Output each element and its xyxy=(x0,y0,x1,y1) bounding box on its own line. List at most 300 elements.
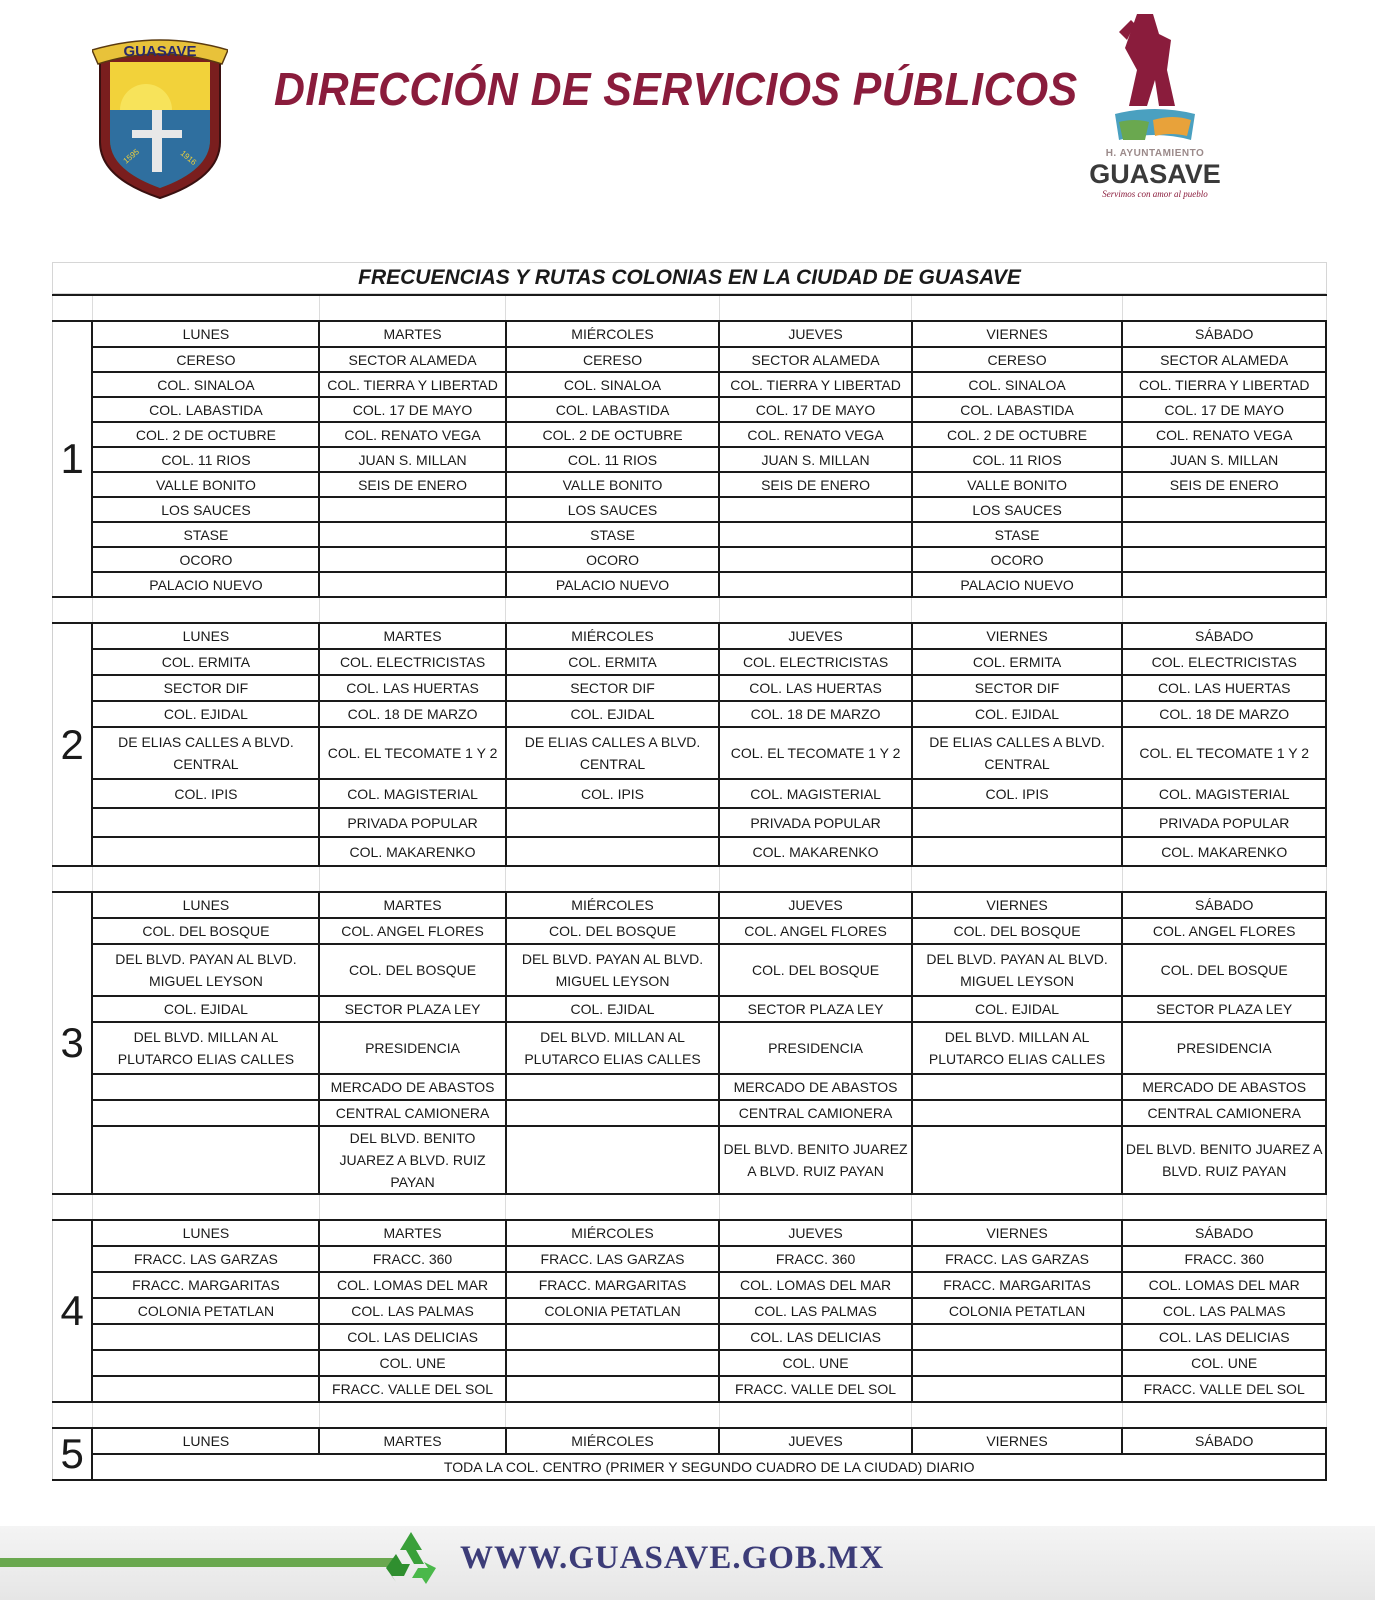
route-cell xyxy=(1122,497,1326,522)
day-header: JUEVES xyxy=(719,1428,911,1454)
route-cell: FRACC. 360 xyxy=(1122,1246,1326,1272)
route-cell: DEL BLVD. MILLAN AL PLUTARCO ELIAS CALLES xyxy=(92,1022,319,1074)
route-cell xyxy=(319,522,505,547)
day-header: SÁBADO xyxy=(1122,623,1326,649)
day-header: MIÉRCOLES xyxy=(506,321,720,347)
route-cell xyxy=(92,1324,319,1350)
spacer-cell xyxy=(719,1402,911,1428)
route-cell: COL. IPIS xyxy=(506,779,720,808)
spacer-cell xyxy=(912,1402,1123,1428)
route-cell: FRACC. MARGARITAS xyxy=(912,1272,1123,1298)
route-cell: COL. ELECTRICISTAS xyxy=(719,649,911,675)
spacer-cell xyxy=(1122,1402,1326,1428)
spacer-cell xyxy=(506,866,720,892)
day-header: VIERNES xyxy=(912,623,1123,649)
route-cell: SEIS DE ENERO xyxy=(719,472,911,497)
route-cell: COL. ELECTRICISTAS xyxy=(319,649,505,675)
route-cell xyxy=(92,808,319,837)
route-cell: COL. 18 DE MARZO xyxy=(719,701,911,727)
table-row xyxy=(53,701,1327,727)
day-header: LUNES xyxy=(92,892,319,918)
table-row xyxy=(53,918,1327,944)
table-row xyxy=(53,779,1327,808)
route-cell: COL. IPIS xyxy=(92,779,319,808)
route-cell: COL. 11 RIOS xyxy=(912,447,1123,472)
day-header: VIERNES xyxy=(912,321,1123,347)
route-cell: COL. 11 RIOS xyxy=(506,447,720,472)
route-cell: SECTOR DIF xyxy=(506,675,720,701)
day-header: LUNES xyxy=(92,1220,319,1246)
table-row xyxy=(53,1074,1327,1100)
route-cell: FRACC. LAS GARZAS xyxy=(506,1246,720,1272)
day-header: MIÉRCOLES xyxy=(506,892,720,918)
guasave-crest-logo xyxy=(92,30,228,202)
route-cell: COL. EL TECOMATE 1 Y 2 xyxy=(319,727,505,779)
table-row xyxy=(53,447,1327,472)
table-row xyxy=(53,572,1327,597)
spacer-cell xyxy=(912,597,1123,623)
spacer-cell xyxy=(506,1402,720,1428)
day-header: JUEVES xyxy=(719,321,911,347)
spacer-cell xyxy=(912,1194,1123,1220)
route-cell: FRACC. LAS GARZAS xyxy=(912,1246,1123,1272)
day-header: SÁBADO xyxy=(1122,1428,1326,1454)
route-cell xyxy=(719,547,911,572)
route-cell: COL. EJIDAL xyxy=(506,996,720,1022)
route-cell: COL. 18 DE MARZO xyxy=(1122,701,1326,727)
day-header: VIERNES xyxy=(912,1428,1123,1454)
route-cell: LOS SAUCES xyxy=(92,497,319,522)
spacer-cell xyxy=(1122,1194,1326,1220)
day-header: MARTES xyxy=(319,1428,505,1454)
route-cell: VALLE BONITO xyxy=(92,472,319,497)
route-cell: PRESIDENCIA xyxy=(319,1022,505,1074)
day-header: JUEVES xyxy=(719,1220,911,1246)
route-cell: COL. EL TECOMATE 1 Y 2 xyxy=(1122,727,1326,779)
recycle-icon xyxy=(378,1528,444,1592)
day-header: MIÉRCOLES xyxy=(506,623,720,649)
route-cell: CENTRAL CAMIONERA xyxy=(1122,1100,1326,1126)
route-cell: COL. UNE xyxy=(1122,1350,1326,1376)
route-note: TODA LA COL. CENTRO (PRIMER Y SEGUNDO CUADRO DE LA CIUDAD) DIARIO xyxy=(92,1454,1326,1480)
route-cell: VALLE BONITO xyxy=(506,472,720,497)
route-cell: MERCADO DE ABASTOS xyxy=(1122,1074,1326,1100)
route-cell: COL. LAS DELICIAS xyxy=(719,1324,911,1350)
day-header-row xyxy=(53,623,1327,649)
table-row xyxy=(53,1350,1327,1376)
route-number: 3 xyxy=(53,892,93,1194)
route-cell: SECTOR ALAMEDA xyxy=(1122,347,1326,372)
route-cell: SEIS DE ENERO xyxy=(1122,472,1326,497)
route-cell: PRIVADA POPULAR xyxy=(319,808,505,837)
route-cell: COL. DEL BOSQUE xyxy=(912,918,1123,944)
route-cell: DEL BLVD. BENITO JUAREZ A BLVD. RUIZ PAYAN xyxy=(1122,1126,1326,1194)
table-row xyxy=(53,522,1327,547)
day-header: SÁBADO xyxy=(1122,892,1326,918)
route-cell: COL. DEL BOSQUE xyxy=(719,944,911,996)
route-cell: SECTOR DIF xyxy=(912,675,1123,701)
route-cell: COL. ANGEL FLORES xyxy=(319,918,505,944)
route-cell xyxy=(92,1100,319,1126)
municipality-name: GUASAVE xyxy=(1089,159,1221,189)
table-row xyxy=(53,472,1327,497)
route-cell: DEL BLVD. PAYAN AL BLVD. MIGUEL LEYSON xyxy=(912,944,1123,996)
route-cell: COL. MAGISTERIAL xyxy=(719,779,911,808)
route-cell xyxy=(912,1100,1123,1126)
route-cell: COL. SINALOA xyxy=(92,372,319,397)
table-row xyxy=(53,1324,1327,1350)
ayuntamiento-label: H. AYUNTAMIENTO xyxy=(1105,148,1205,159)
route-cell: CERESO xyxy=(912,347,1123,372)
route-cell: COL. UNE xyxy=(319,1350,505,1376)
route-cell: FRACC. LAS GARZAS xyxy=(92,1246,319,1272)
route-cell xyxy=(1122,547,1326,572)
svg-text:1595: 1595 xyxy=(121,147,141,166)
routes-sheet xyxy=(52,262,1327,1481)
spacer-row xyxy=(53,1194,1327,1220)
route-number: 2 xyxy=(53,623,93,866)
route-cell: COL. LAS HUERTAS xyxy=(1122,675,1326,701)
route-cell xyxy=(92,837,319,866)
spacer-cell xyxy=(719,866,911,892)
day-header: MARTES xyxy=(319,892,505,918)
route-cell: COL. RENATO VEGA xyxy=(1122,422,1326,447)
route-cell xyxy=(506,1350,720,1376)
route-cell: COL. LAS PALMAS xyxy=(1122,1298,1326,1324)
route-cell: MERCADO DE ABASTOS xyxy=(319,1074,505,1100)
route-cell: SECTOR ALAMEDA xyxy=(719,347,911,372)
route-cell: COL. MAKARENKO xyxy=(319,837,505,866)
day-header: MARTES xyxy=(319,321,505,347)
spacer-cell xyxy=(319,866,505,892)
route-cell xyxy=(719,572,911,597)
route-cell xyxy=(506,1376,720,1402)
route-cell: COLONIA PETATLAN xyxy=(506,1298,720,1324)
table-row xyxy=(53,397,1327,422)
spacer-cell xyxy=(912,295,1123,321)
spacer-cell xyxy=(319,1194,505,1220)
website-url[interactable]: WWW.GUASAVE.GOB.MX xyxy=(460,1540,885,1576)
route-cell: COL. EJIDAL xyxy=(506,701,720,727)
table-row xyxy=(53,1246,1327,1272)
svg-text:GUASAVE: GUASAVE xyxy=(123,43,197,60)
day-header: JUEVES xyxy=(719,892,911,918)
table-row xyxy=(53,944,1327,996)
route-cell: STASE xyxy=(92,522,319,547)
route-cell: DE ELIAS CALLES A BLVD. CENTRAL xyxy=(506,727,720,779)
spacer-cell xyxy=(1122,295,1326,321)
route-cell: PRIVADA POPULAR xyxy=(719,808,911,837)
table-row xyxy=(53,1298,1327,1324)
day-header-row xyxy=(53,1220,1327,1246)
route-cell: COL. UNE xyxy=(719,1350,911,1376)
route-cell: COL. LAS PALMAS xyxy=(719,1298,911,1324)
route-cell: COL. LOMAS DEL MAR xyxy=(1122,1272,1326,1298)
route-cell: FRACC. 360 xyxy=(719,1246,911,1272)
route-cell: MERCADO DE ABASTOS xyxy=(719,1074,911,1100)
table-row xyxy=(53,422,1327,447)
route-cell: COL. LABASTIDA xyxy=(912,397,1123,422)
route-cell: SECTOR PLAZA LEY xyxy=(719,996,911,1022)
route-cell: COL. 2 DE OCTUBRE xyxy=(92,422,319,447)
route-cell: FRACC. VALLE DEL SOL xyxy=(319,1376,505,1402)
route-cell: FRACC. VALLE DEL SOL xyxy=(719,1376,911,1402)
route-cell: COL. RENATO VEGA xyxy=(719,422,911,447)
route-cell: COL. ERMITA xyxy=(92,649,319,675)
table-row xyxy=(53,497,1327,522)
spacer-cell xyxy=(53,1402,93,1428)
route-cell: PALACIO NUEVO xyxy=(912,572,1123,597)
route-cell xyxy=(1122,572,1326,597)
route-cell: COL. LAS HUERTAS xyxy=(719,675,911,701)
spacer-cell xyxy=(319,597,505,623)
route-cell: COL. DEL BOSQUE xyxy=(506,918,720,944)
svg-text:1916: 1916 xyxy=(178,148,199,167)
route-cell: COLONIA PETATLAN xyxy=(92,1298,319,1324)
route-cell xyxy=(92,1074,319,1100)
route-cell: COL. LAS PALMAS xyxy=(319,1298,505,1324)
route-cell: JUAN S. MILLAN xyxy=(1122,447,1326,472)
sheet-title: FRECUENCIAS Y RUTAS COLONIAS EN LA CIUDAD DE GUASAVE xyxy=(52,262,1327,294)
route-cell: COL. TIERRA Y LIBERTAD xyxy=(1122,372,1326,397)
table-row xyxy=(53,347,1327,372)
spacer-cell xyxy=(1122,866,1326,892)
route-cell: STASE xyxy=(506,522,720,547)
route-cell: LOS SAUCES xyxy=(506,497,720,522)
route-cell: COL. LAS HUERTAS xyxy=(319,675,505,701)
table-row xyxy=(53,1100,1327,1126)
route-cell: CENTRAL CAMIONERA xyxy=(719,1100,911,1126)
route-cell xyxy=(912,1350,1123,1376)
route-cell: COL. 2 DE OCTUBRE xyxy=(506,422,720,447)
route-cell: JUAN S. MILLAN xyxy=(719,447,911,472)
route-cell: VALLE BONITO xyxy=(912,472,1123,497)
day-header: MARTES xyxy=(319,1220,505,1246)
route-cell: CERESO xyxy=(506,347,720,372)
route-cell: COL. DEL BOSQUE xyxy=(92,918,319,944)
route-cell: PALACIO NUEVO xyxy=(506,572,720,597)
spacer-cell xyxy=(912,866,1123,892)
spacer-row xyxy=(53,1402,1327,1428)
route-cell: DEL BLVD. MILLAN AL PLUTARCO ELIAS CALLES xyxy=(912,1022,1123,1074)
route-cell: COL. EJIDAL xyxy=(912,701,1123,727)
route-cell: DEL BLVD. BENITO JUAREZ A BLVD. RUIZ PAYAN xyxy=(319,1126,505,1194)
spacer-cell xyxy=(719,295,911,321)
day-header: SÁBADO xyxy=(1122,1220,1326,1246)
route-cell: COL. ERMITA xyxy=(506,649,720,675)
day-header: MIÉRCOLES xyxy=(506,1428,720,1454)
route-cell: COL. TIERRA Y LIBERTAD xyxy=(719,372,911,397)
route-cell xyxy=(506,1100,720,1126)
route-cell: FRACC. 360 xyxy=(319,1246,505,1272)
route-number: 5 xyxy=(53,1428,93,1480)
route-cell: COL. ANGEL FLORES xyxy=(1122,918,1326,944)
route-cell xyxy=(319,572,505,597)
route-cell xyxy=(92,1376,319,1402)
spacer-cell xyxy=(319,295,505,321)
route-cell: PRESIDENCIA xyxy=(719,1022,911,1074)
route-cell: FRACC. VALLE DEL SOL xyxy=(1122,1376,1326,1402)
day-header: VIERNES xyxy=(912,1220,1123,1246)
spacer-cell xyxy=(319,1402,505,1428)
table-row xyxy=(53,1454,1327,1480)
table-row xyxy=(53,1376,1327,1402)
table-row xyxy=(53,996,1327,1022)
route-cell: SEIS DE ENERO xyxy=(319,472,505,497)
spacer-cell xyxy=(719,1194,911,1220)
route-cell: DEL BLVD. PAYAN AL BLVD. MIGUEL LEYSON xyxy=(92,944,319,996)
route-cell xyxy=(719,497,911,522)
route-cell xyxy=(506,837,720,866)
route-cell: COL. 11 RIOS xyxy=(92,447,319,472)
footer-green-line xyxy=(0,1558,395,1567)
spacer-row xyxy=(53,597,1327,623)
route-cell: SECTOR ALAMEDA xyxy=(319,347,505,372)
route-cell: COL. MAGISTERIAL xyxy=(1122,779,1326,808)
route-cell: COL. DEL BOSQUE xyxy=(1122,944,1326,996)
day-header: LUNES xyxy=(92,321,319,347)
spacer-cell xyxy=(92,597,319,623)
route-cell: DEL BLVD. MILLAN AL PLUTARCO ELIAS CALLES xyxy=(506,1022,720,1074)
route-cell: COL. EJIDAL xyxy=(92,701,319,727)
table-row xyxy=(53,1126,1327,1194)
route-cell: COL. 18 DE MARZO xyxy=(319,701,505,727)
route-cell: COLONIA PETATLAN xyxy=(912,1298,1123,1324)
spacer-cell xyxy=(92,1194,319,1220)
route-cell: COL. LABASTIDA xyxy=(92,397,319,422)
route-cell: PRIVADA POPULAR xyxy=(1122,808,1326,837)
route-cell: DEL BLVD. PAYAN AL BLVD. MIGUEL LEYSON xyxy=(506,944,720,996)
table-row xyxy=(53,675,1327,701)
route-cell: COL. LOMAS DEL MAR xyxy=(719,1272,911,1298)
route-cell: COL. TIERRA Y LIBERTAD xyxy=(319,372,505,397)
spacer-row xyxy=(53,866,1327,892)
route-cell: COL. EJIDAL xyxy=(92,996,319,1022)
route-cell: COL. 2 DE OCTUBRE xyxy=(912,422,1123,447)
route-cell: CERESO xyxy=(92,347,319,372)
route-cell: DE ELIAS CALLES A BLVD. CENTRAL xyxy=(92,727,319,779)
route-cell xyxy=(506,1324,720,1350)
spacer-cell xyxy=(53,295,93,321)
route-cell xyxy=(92,1126,319,1194)
route-cell: COL. EL TECOMATE 1 Y 2 xyxy=(719,727,911,779)
day-header: MARTES xyxy=(319,623,505,649)
day-header-row xyxy=(53,321,1327,347)
spacer-cell xyxy=(53,597,93,623)
route-cell xyxy=(506,1126,720,1194)
route-cell: COL. ELECTRICISTAS xyxy=(1122,649,1326,675)
route-cell xyxy=(912,1074,1123,1100)
route-cell: PRESIDENCIA xyxy=(1122,1022,1326,1074)
route-cell: DE ELIAS CALLES A BLVD. CENTRAL xyxy=(912,727,1123,779)
route-number: 4 xyxy=(53,1220,93,1402)
route-cell xyxy=(506,1074,720,1100)
route-cell: COL. 17 DE MAYO xyxy=(719,397,911,422)
route-cell: PALACIO NUEVO xyxy=(92,572,319,597)
route-cell: FRACC. MARGARITAS xyxy=(92,1272,319,1298)
page-title: DIRECCIÓN DE SERVICIOS PÚBLICOS xyxy=(274,63,1078,115)
route-cell: OCORO xyxy=(92,547,319,572)
day-header: JUEVES xyxy=(719,623,911,649)
route-cell: COL. DEL BOSQUE xyxy=(319,944,505,996)
route-cell: LOS SAUCES xyxy=(912,497,1123,522)
route-cell xyxy=(912,808,1123,837)
route-cell xyxy=(912,837,1123,866)
spacer-cell xyxy=(506,1194,720,1220)
route-cell: COL. MAKARENKO xyxy=(1122,837,1326,866)
route-cell: COL. LOMAS DEL MAR xyxy=(319,1272,505,1298)
table-row xyxy=(53,727,1327,779)
spacer-row xyxy=(53,295,1327,321)
route-cell: COL. SINALOA xyxy=(506,372,720,397)
route-cell: COL. LABASTIDA xyxy=(506,397,720,422)
table-row xyxy=(53,649,1327,675)
route-cell: COL. LAS DELICIAS xyxy=(1122,1324,1326,1350)
day-header: LUNES xyxy=(92,623,319,649)
day-header-row xyxy=(53,1428,1327,1454)
route-cell: COL. 17 DE MAYO xyxy=(319,397,505,422)
table-row xyxy=(53,808,1327,837)
table-row xyxy=(53,547,1327,572)
route-cell xyxy=(719,522,911,547)
route-cell: CENTRAL CAMIONERA xyxy=(319,1100,505,1126)
route-cell: COL. LAS DELICIAS xyxy=(319,1324,505,1350)
route-cell: SECTOR PLAZA LEY xyxy=(1122,996,1326,1022)
route-cell: COL. EJIDAL xyxy=(912,996,1123,1022)
spacer-cell xyxy=(92,295,319,321)
spacer-cell xyxy=(92,1402,319,1428)
day-header: LUNES xyxy=(92,1428,319,1454)
route-cell: OCORO xyxy=(912,547,1123,572)
spacer-cell xyxy=(506,295,720,321)
route-cell xyxy=(912,1376,1123,1402)
route-cell: DEL BLVD. BENITO JUAREZ A BLVD. RUIZ PAYAN xyxy=(719,1126,911,1194)
route-cell: SECTOR PLAZA LEY xyxy=(319,996,505,1022)
route-cell: COL. 17 DE MAYO xyxy=(1122,397,1326,422)
table-row xyxy=(53,372,1327,397)
spacer-cell xyxy=(506,597,720,623)
route-cell: SECTOR DIF xyxy=(92,675,319,701)
route-cell xyxy=(92,1350,319,1376)
route-cell xyxy=(1122,522,1326,547)
day-header-row xyxy=(53,892,1327,918)
route-cell xyxy=(912,1126,1123,1194)
spacer-cell xyxy=(1122,597,1326,623)
route-cell: COL. MAKARENKO xyxy=(719,837,911,866)
route-cell: FRACC. MARGARITAS xyxy=(506,1272,720,1298)
routes-table xyxy=(52,294,1327,1481)
route-cell: COL. ERMITA xyxy=(912,649,1123,675)
municipality-slogan: Servimos con amor al pueblo xyxy=(1102,189,1208,199)
table-row xyxy=(53,837,1327,866)
spacer-cell xyxy=(53,866,93,892)
route-cell: COL. RENATO VEGA xyxy=(319,422,505,447)
route-cell xyxy=(506,808,720,837)
route-cell: OCORO xyxy=(506,547,720,572)
route-cell xyxy=(319,497,505,522)
spacer-cell xyxy=(719,597,911,623)
route-cell: COL. MAGISTERIAL xyxy=(319,779,505,808)
route-cell: COL. IPIS xyxy=(912,779,1123,808)
route-cell: COL. ANGEL FLORES xyxy=(719,918,911,944)
table-row xyxy=(53,1022,1327,1074)
route-cell xyxy=(912,1324,1123,1350)
route-cell: JUAN S. MILLAN xyxy=(319,447,505,472)
route-cell xyxy=(319,547,505,572)
day-header: MIÉRCOLES xyxy=(506,1220,720,1246)
spacer-cell xyxy=(92,866,319,892)
day-header: VIERNES xyxy=(912,892,1123,918)
